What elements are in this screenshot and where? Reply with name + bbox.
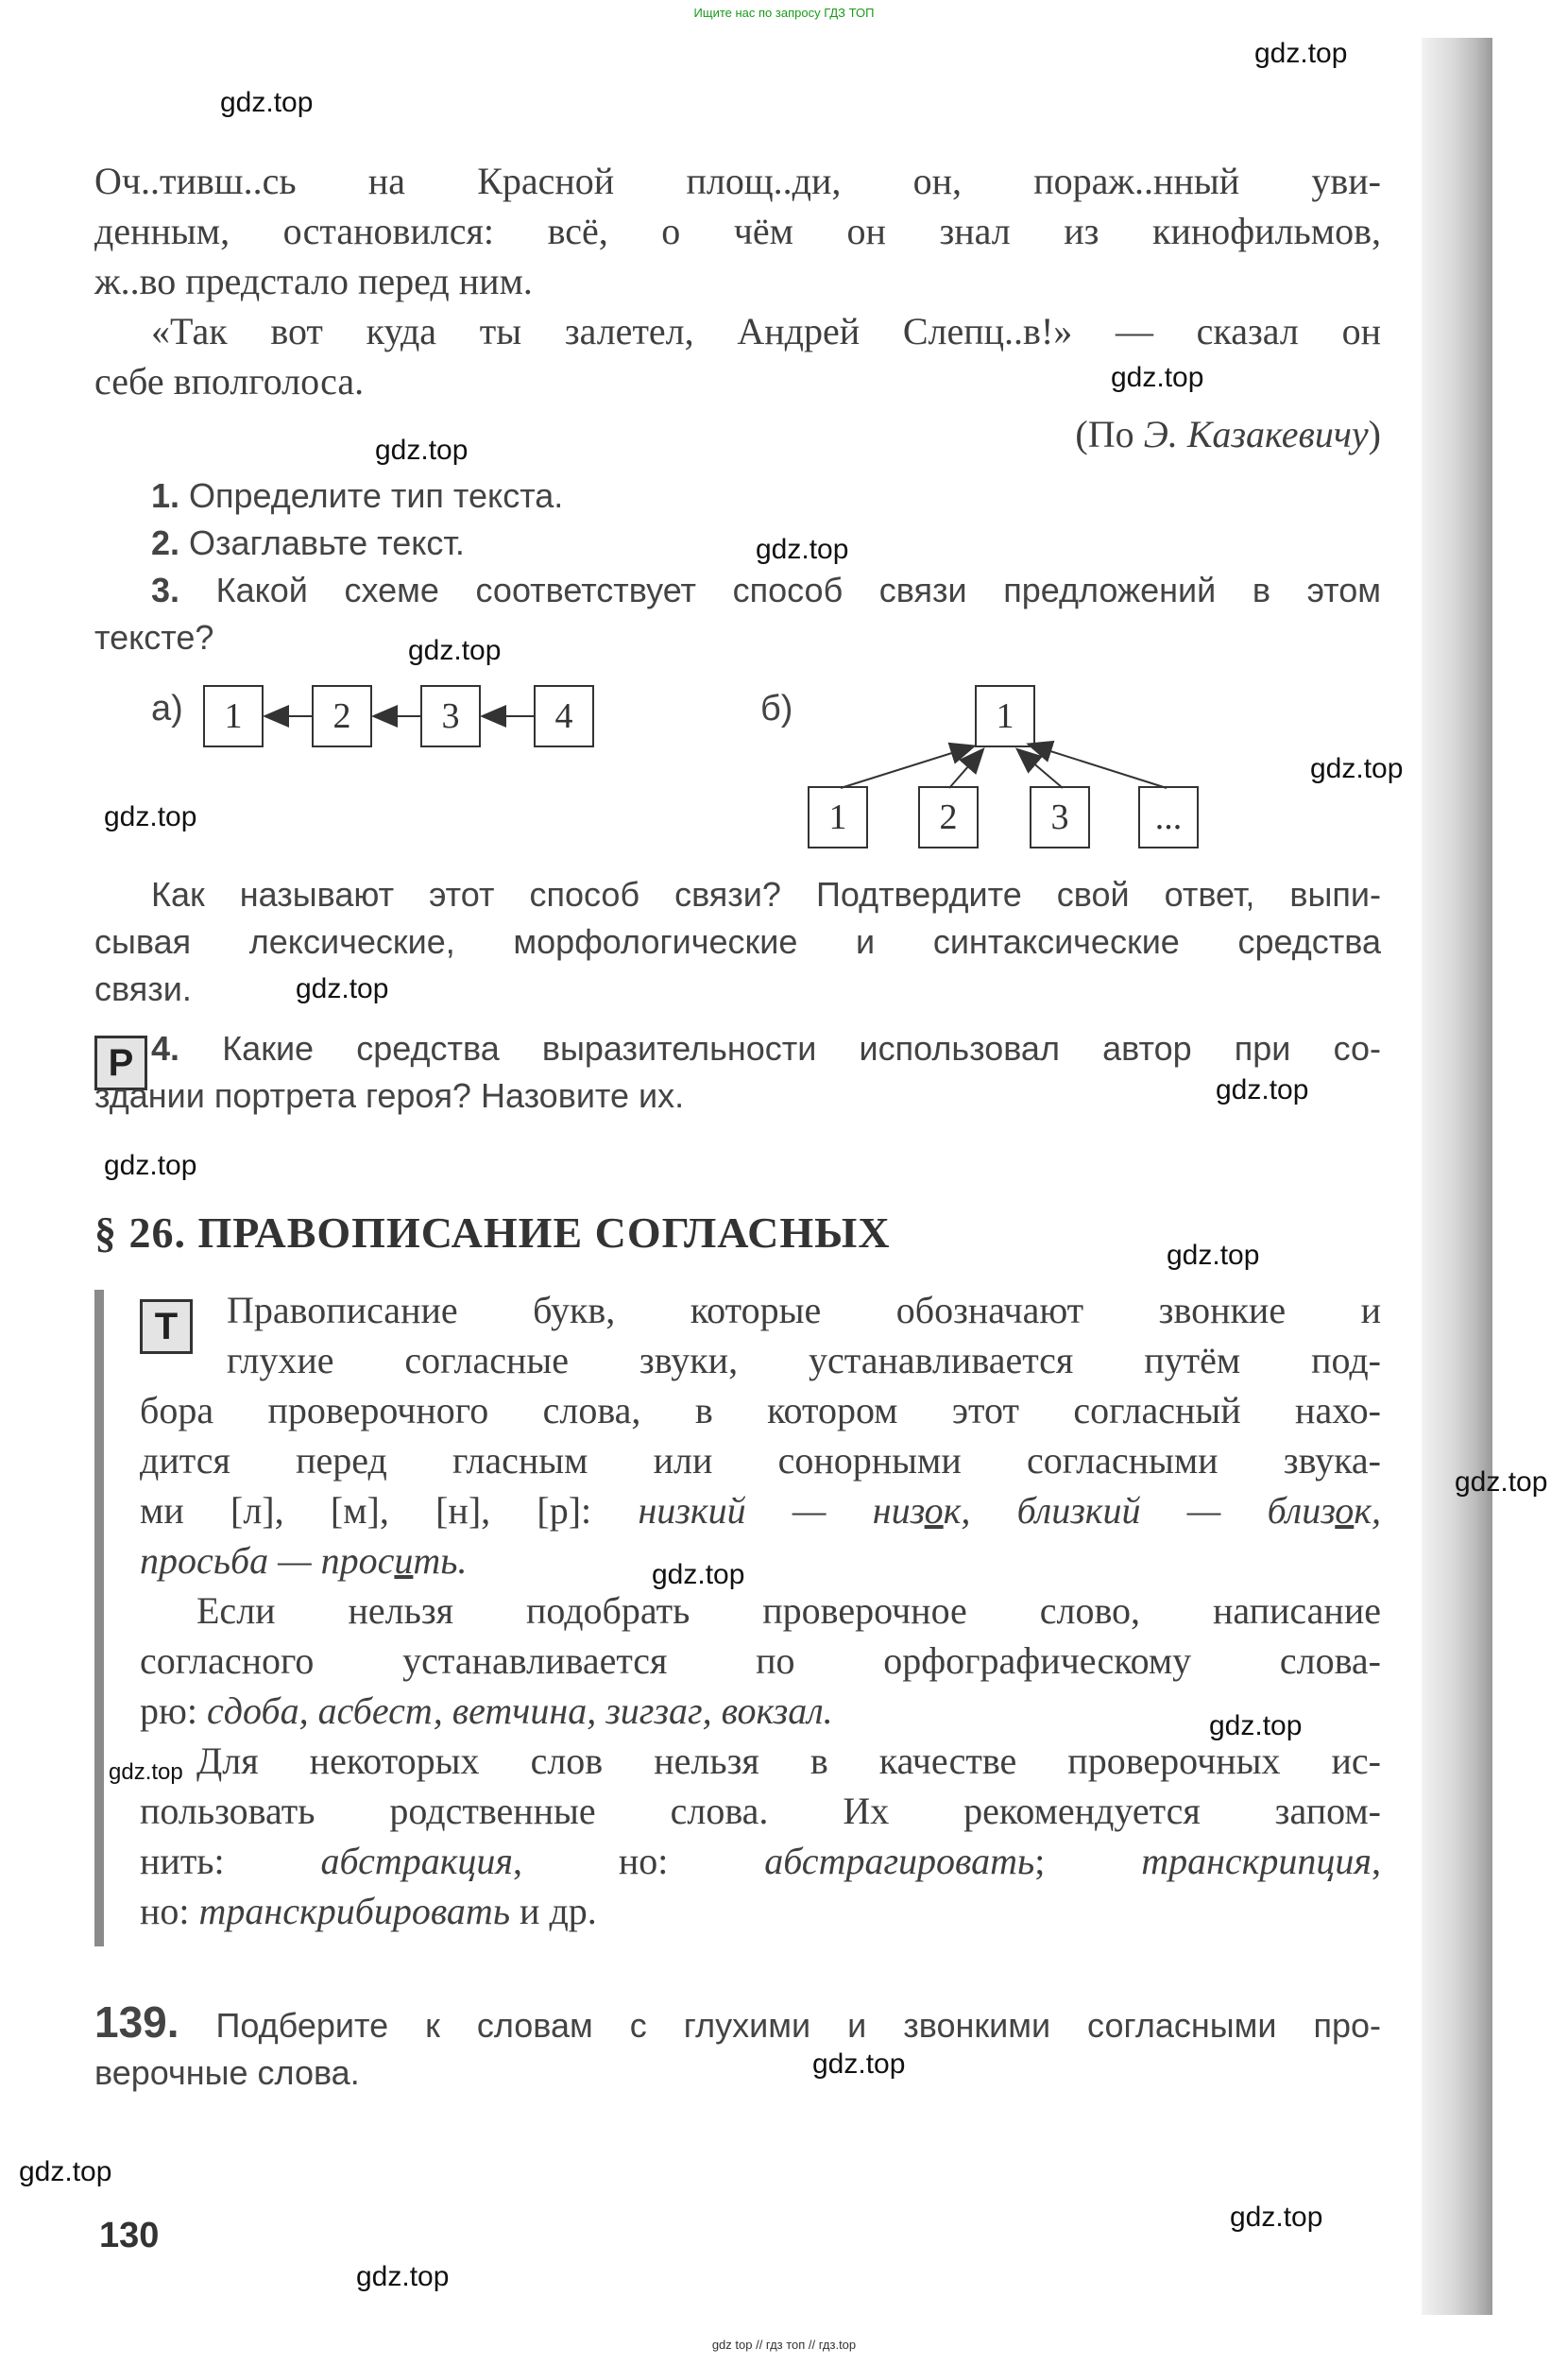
source-attribution xyxy=(94,409,1381,459)
exercise-text: Подберите к словам с глухими и звонкими согласными про- xyxy=(179,2006,1381,2045)
scheme-a-box: 4 xyxy=(534,685,594,747)
example-letter: о xyxy=(1335,1489,1355,1532)
watermark: gdz.top xyxy=(652,1559,745,1590)
example-word: низкий — низ xyxy=(638,1489,925,1532)
task-number: 2. xyxy=(151,523,180,562)
story-line: «Так вот куда ты залетел, Андрей Слепц..в!» — сказал он xyxy=(151,310,1381,352)
rule-line: пользовать родственные слова. Их рекомендуется запом- xyxy=(140,1790,1381,1832)
rule-text-span: нить: xyxy=(140,1840,321,1882)
rule-side-bar xyxy=(94,1290,104,1946)
watermark: gdz.top xyxy=(408,635,502,666)
watermark: gdz.top xyxy=(220,87,314,118)
story-line: ж..во предстало перед ним. xyxy=(94,260,533,302)
scheme-b-label: б) xyxy=(760,689,793,728)
scheme-b-arrows xyxy=(803,737,1200,794)
scheme-a-arrows xyxy=(255,699,548,733)
example-word: к, близкий — близ xyxy=(943,1489,1336,1532)
rule-line: глухие согласные звуки, устанавливается путём под- xyxy=(227,1339,1381,1381)
top-banner: Ищите нас по запросу ГДЗ ТОП xyxy=(693,6,875,20)
task-3-followup xyxy=(94,871,1381,1013)
rule-text-span: рю: xyxy=(140,1689,207,1732)
task-text: Какой схеме соответствует способ связи предложений в этом xyxy=(179,571,1381,609)
task-3-cont: тексте? xyxy=(94,618,214,657)
example-word: ть. xyxy=(413,1539,468,1582)
scheme-b-box: ... xyxy=(1138,786,1199,848)
followup-line: Как называют этот способ связи? Подтвердите свой ответ, выпи- xyxy=(151,875,1381,914)
rule-line xyxy=(140,1485,1381,1535)
scheme-a-label: а) xyxy=(151,689,183,728)
rule-text-span: ми [л], [м], [н], [р]: xyxy=(140,1489,639,1532)
source-suffix: ) xyxy=(1368,413,1381,455)
task-number: 3. xyxy=(151,571,180,609)
task-4-line xyxy=(94,1025,1381,1072)
example-word: транскрибировать xyxy=(198,1890,511,1932)
task-1 xyxy=(94,472,1381,520)
watermark: gdz.top xyxy=(104,801,197,832)
watermark: gdz.top xyxy=(1167,1240,1260,1271)
story-text xyxy=(94,156,1381,459)
rule-text-span: ; xyxy=(1034,1840,1142,1882)
task-2 xyxy=(94,520,1381,567)
story-line: денным, остановился: всё, о чём он знал из кинофильмов, xyxy=(94,210,1381,252)
rule-line: бора проверочного слова, в котором этот согласный нахо- xyxy=(140,1389,1381,1431)
task-3 xyxy=(94,567,1381,614)
watermark: gdz.top xyxy=(756,534,849,565)
page-number: 130 xyxy=(99,2216,160,2255)
example-letter: и xyxy=(394,1539,414,1582)
example-words: сдоба, асбест, ветчина, зигзаг, вокзал. xyxy=(207,1689,833,1732)
example-word: абстракция xyxy=(320,1840,514,1882)
exercise-number: 139. xyxy=(94,1997,179,2047)
example-word: к, xyxy=(1354,1489,1381,1532)
watermark: gdz.top xyxy=(19,2156,112,2187)
story-line: себе вполголоса. xyxy=(94,360,365,403)
rule-text-span: , но: xyxy=(513,1840,765,1882)
example-letter: о xyxy=(924,1489,944,1532)
watermark: gdz.top xyxy=(109,1759,183,1785)
rule-line: Если нельзя подобрать проверочное слово, написание xyxy=(196,1589,1381,1632)
example-word: транскрипция xyxy=(1141,1840,1372,1882)
rule-line xyxy=(140,1686,1381,1736)
scheme-b-box: 3 xyxy=(1030,786,1090,848)
scheme-a-box: 1 xyxy=(203,685,264,747)
rule-text-span: и др. xyxy=(510,1890,597,1932)
scheme-b-top-box: 1 xyxy=(975,685,1035,747)
r-badge-icon: Р xyxy=(94,1036,147,1090)
section-heading: § 26. ПРАВОПИСАНИЕ СОГЛАСНЫХ xyxy=(94,1208,891,1257)
source-prefix: (По xyxy=(1075,413,1144,455)
watermark: gdz.top xyxy=(1230,2202,1323,2233)
watermark: gdz.top xyxy=(1209,1710,1303,1741)
page-edge-shadow xyxy=(1422,38,1492,2315)
task-text: Какие средства выразительности использовал автор при со- xyxy=(179,1029,1381,1068)
task-text: Озаглавьте текст. xyxy=(179,523,465,562)
watermark: gdz.top xyxy=(104,1150,197,1181)
watermark: gdz.top xyxy=(1254,38,1348,69)
watermark: gdz.top xyxy=(1455,1466,1548,1498)
scheme-a-box: 2 xyxy=(312,685,372,747)
task-4-line: здании портрета героя? Назовите их. xyxy=(94,1076,685,1115)
bottom-banner: gdz top // гдз топ // гдз.top xyxy=(711,2338,857,2352)
scheme-b-box: 2 xyxy=(918,786,979,848)
exercise-line: верочные слова. xyxy=(94,2053,360,2092)
watermark: gdz.top xyxy=(296,973,389,1004)
rule-line xyxy=(140,1886,1381,1936)
rule-line xyxy=(140,1836,1381,1886)
rule-line: Правописание букв, которые обозначают звонкие и xyxy=(227,1289,1381,1331)
watermark: gdz.top xyxy=(356,2261,450,2292)
watermark: gdz.top xyxy=(812,2048,906,2080)
rule-line: Для некоторых слов нельзя в качестве проверочных ис- xyxy=(196,1739,1381,1782)
rule-text-span: но: xyxy=(140,1890,199,1932)
source-author: Э. Казакевичу xyxy=(1143,413,1369,455)
example-word: абстрагировать xyxy=(764,1840,1035,1882)
rule-line: дится перед гласным или сонорными согласными звука- xyxy=(140,1439,1381,1482)
task-4 xyxy=(94,1025,1381,1120)
rule-line: согласного устанавливается по орфографическому слова- xyxy=(140,1639,1381,1682)
watermark: gdz.top xyxy=(1310,753,1404,784)
exercise-139 xyxy=(94,1998,1381,2097)
scheme-a-box: 3 xyxy=(420,685,481,747)
rule-text xyxy=(140,1285,1381,1936)
rule-line xyxy=(140,1535,1381,1585)
scheme-b-box: 1 xyxy=(808,786,868,848)
task-text: Определите тип текста. xyxy=(179,476,564,515)
followup-line: связи. xyxy=(94,969,192,1008)
watermark: gdz.top xyxy=(375,435,469,466)
watermark: gdz.top xyxy=(1216,1074,1309,1105)
task-number: 4. xyxy=(151,1029,180,1068)
task-number: 1. xyxy=(151,476,180,515)
watermark: gdz.top xyxy=(1111,362,1204,393)
tasks-list xyxy=(94,472,1381,661)
exercise-line xyxy=(94,1998,1381,2049)
t-badge-icon: Т xyxy=(140,1299,193,1354)
rule-text-span: , xyxy=(1371,1840,1381,1882)
example-word: просьба — прос xyxy=(140,1539,395,1582)
story-line: Оч..тивш..сь на Красной площ..ди, он, пораж..нный уви- xyxy=(94,160,1381,202)
followup-line: сывая лексические, морфологические и синтаксические средства xyxy=(94,922,1381,961)
